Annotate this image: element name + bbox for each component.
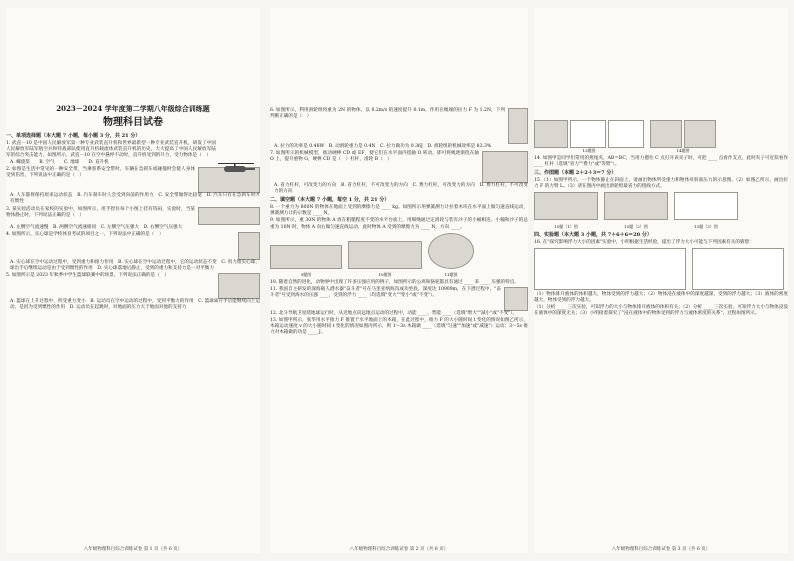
question-16: 16. 在"探究影响浮力大小的因素"实验中，小明根据生活经验，提出了浮力大小可能与下列因素有关的猜想： [534,239,754,245]
figure-15-2-caption: 15题（2）图 [624,223,648,229]
question-2: 2. 如图是生活中常见的一种安全带，当乘客系安全带时，车辆在急刹车或碰撞时会使人身体受到伤害，下列说法中正确的是（ ） [6,167,195,179]
experiment-figure [198,207,260,225]
exam-page-2 [270,8,528,553]
question-4-options: A. 实心球在空中运动过程中，受到重力和推力作用 B. 实心球在空中运动过程中，它的运动状态不变 C. 用力推实心球，球出手后继续运动是由于受到惯性的作用 D. 实心球落地后静止，受到的重力和支持力是一对平衡力 [10,259,260,271]
page-footer-1: 八年级物理科目综合训练试卷 第 1 页（共 6 页） [83,547,183,552]
question-3: 3. 某实验活动员在家校的实验中，如图所示，用手捏住每个小图上挂有钩码，实验时，当某物体静止时，下列说法正确的是（ ） [6,206,195,218]
question-7: 7. 如图所示的机械模型，推动硬棒 CD 或 EF，使它们在水平面内绕轴 O 转动，即可将绳逐渐绕在轴 O 上，提升重物 G，硬棒 CD 是（ ）杠杆，滑轮 B（ ） [270,151,479,163]
question-9: 9. 如图所示，重 30N 的物体 A 放在粗糙程度不变的水平台面上，用细绳通过定滑轮与装有沙子的小桶相连。小桶和沙子的总重为 10N 时，物体 A 向右做匀速直线运动，此时物体 A 受到的摩擦力为 ____ N，方向 ____。 [270,218,528,230]
figure-9-caption: 9题图 [300,271,312,277]
question-4: 4. 如图所示，实心球是学校体育考试的项目之一，下列说法中正确的是（ ） [6,231,164,237]
figure-15-2 [604,192,668,220]
figure-15-3 [674,192,738,220]
question-1-options: A. 螺旋桨 B. 空气 C. 地球 D. 直升机 [10,160,109,166]
section-heading-2: 二、填空题（本大题 7 小题，每空 1 分，共 21 分） [270,197,390,204]
helicopter-figure [216,158,256,178]
question-16-hypotheses: （1）物体排开液体的体积越大，物体受到的浮力越大；（2）物体浸在液体中的深度越深，受到的浮力越大；（3）液体的密度越大，物体受到的浮力越大。 [534,291,788,303]
question-7-options: A. 省力杠杆，可改变力的方向 B. 省力杠杆，不可改变力的方向 C. 费力杠杆，可改变力的方向 D. 费力杠杆，不可改变力的方向 [274,183,528,195]
figure-14-caption: 14题图 [676,148,690,153]
figure-13-b [570,120,606,148]
section-heading-1: 一、单项选择题（本大题 7 小题，每小题 3 分，共 21 分） [6,133,141,139]
shotput-figure [238,232,260,260]
figure-row-16 [534,248,788,290]
exam-subject-title: 物理科目试卷 [103,117,163,128]
figure-11 [428,233,474,269]
question-12: 12. 北斗导航卫星绕地球运行时，从近地点向远地点运动的过程中，动能 ____，势能 ____（选填"增大""减小"或"不变"）。 [270,310,518,316]
section-heading-3: 三、作图题（本题 2＋2＋3＝7 分） [534,170,617,177]
exam-page-3 [534,8,788,553]
question-5-options: A. 篮球在上升过程中，所受重力变小 B. 运动员在空中运动的过程中，受到平衡力的作用 C. 篮球离开手后能继续向上运动，是因为受到惯性的作用 D. 运动员在起跳时，对地面的压力大于地面对他的支持力 [10,298,260,310]
page-footer-2: 八年级物理科目综合训练试卷 第 2 页（共 6 页） [349,547,449,552]
figure-16-beakers [534,248,686,290]
question-6-options: A. 拉力的功率是 0.48W B. 动滑轮重力是 0.4N C. 拉力做功为 0.36J D. 滑轮组的机械效率是 83.3% [274,144,492,149]
figure-13-caption: 13题图 [582,148,596,153]
exam-page-1 [6,8,260,553]
question-14: 14. 如图甲是同学们常用的燕尾夹，AB＝BC，当用力摁住 C 点打开该夹子时，可把 ____ 点看作支点，此时夹子可近似看作 ____ 杠杆（选填"省力""费力"或"等臂"）。 [534,156,788,168]
question-16-subquestions: （1）分析 ____ 三次实验，可知浮力的大小与物体排开液体的体积有关；（2）分析 ____ 三次实验，可知浮力大小与物体浸没在液体中的深度无关；（3）小明接着探究了"浸在液体中的物体受到的浮力与液体密度的关系"，过程如图所示。 [534,304,788,317]
figure-row-13-14 [534,120,788,154]
figure-11-caption: 11题图 [444,271,458,277]
question-2-options: A. 人车都将保持原来运动状态 B. 汽车刹车时人会受到向前的作用力 C. 安全带做得比较宽 D. 汽车只有在急刹车时才有惯性 [10,193,260,205]
question-11: 11. 我国自主研发的深海载人潜水器"奋斗者"号在马里亚纳海沟成功坐底，深度达 10909m，在下潜过程中，"奋斗者"号受到海水的压强 ____，受到的浮力 ____（均选填"变大""变小"或"不变"）。 [270,286,501,299]
section-heading-4: 四、实验题（本大题 3 小题，共 7＋6＋6＝20 分） [534,231,652,238]
question-1: 1. 武直－10 是中国人民解放军第一种专业武装直升机和世界最新型一种专业武装直升机，研发了中国人民解放军陆军航空兵和特战部队使用直升机载流体武装直升机的历史，大大提高了中国人民解放军陆军的综合突击能力，如图所示，武直－10 在空中悬停不动时，直升机受到的升力，受力物体是（ ） [6,141,216,159]
figure-15-1-caption: 15题（1）图 [554,223,578,229]
submarine-figure [504,287,528,311]
figure-14-b [684,120,716,148]
figure-9 [270,245,342,269]
page-footer-3: 八年级物理科目综合训练试卷 第 3 页（共 6 页） [611,547,711,552]
question-6: 6. 如图所示，利用滑轮组将重为 2N 的物体，以 0.2m/s 的速度提升 0.1m，作用在绳端的拉力 F 为 1.2N，下列判断正确的是（ ） [270,108,505,120]
pulley-figure [508,108,528,144]
figure-16-springs [692,248,784,290]
question-10: 10. 随着自然的进化，动物界中出现了许多压强应用的例子，如图所示的公鸡和骆驼都具有通过 ____ 来 ____ 压强的特点。 [270,279,519,285]
figure-10-caption: 10题图 [378,271,392,277]
exam-year-title: 2023－2024 学年度第二学期八年级综合训练题 [56,104,210,113]
figure-10 [348,241,422,269]
figure-row-9-11 [270,233,528,278]
figure-row-15 [534,192,788,229]
figure-14-a [650,120,682,148]
figure-13-c [608,120,644,148]
figure-15-3-caption: 15题（3）图 [694,223,718,229]
figure-15-1 [534,192,598,220]
winch-figure [482,151,528,183]
basketball-figure [218,273,260,299]
figure-13-a [534,120,568,148]
question-8: 8. 一个重力为 600N 的物体在地面上受到的摩擦力是 ____ kg。如图所示用弹簧测力计拉着木块在水平面上做匀速直线运动，弹簧测力计的示数是 ____ N。 [270,205,528,217]
question-13: 13. 如图甲所示，张华用水平推力 F 推置于水平地面上的木箱，在此过程中，推力 F 的大小随时间 t 变化的情况如图乙所示，木箱运动速度 v 的大小随时间 t 变化的情况如图丙所示，则 1～3s 木箱做 ____（选填"匀速""加速"或"减速"）运动；3～5s 推力对木箱做的功是 ____ J。 [270,318,528,336]
question-3-options: A. 左侧空气流速慢 B. 两侧空气流速相同 C. 左侧空气压强大 D. 右侧空气压强大 [10,224,183,230]
question-15: 15.（1）如图甲所示，一个物体静止在斜面上，请画出物体所受重力和物体对斜面压力的示意图。（2）如图乙所示，画出拉力 F 的力臂 L。（3）请在图丙中画出滑轮组最省力的绕线方式。 [534,178,788,190]
question-5: 5. 如图所示是 2023 年秋季中学生篮球联赛中的场景，下列说法正确的是（ ） [6,272,169,278]
